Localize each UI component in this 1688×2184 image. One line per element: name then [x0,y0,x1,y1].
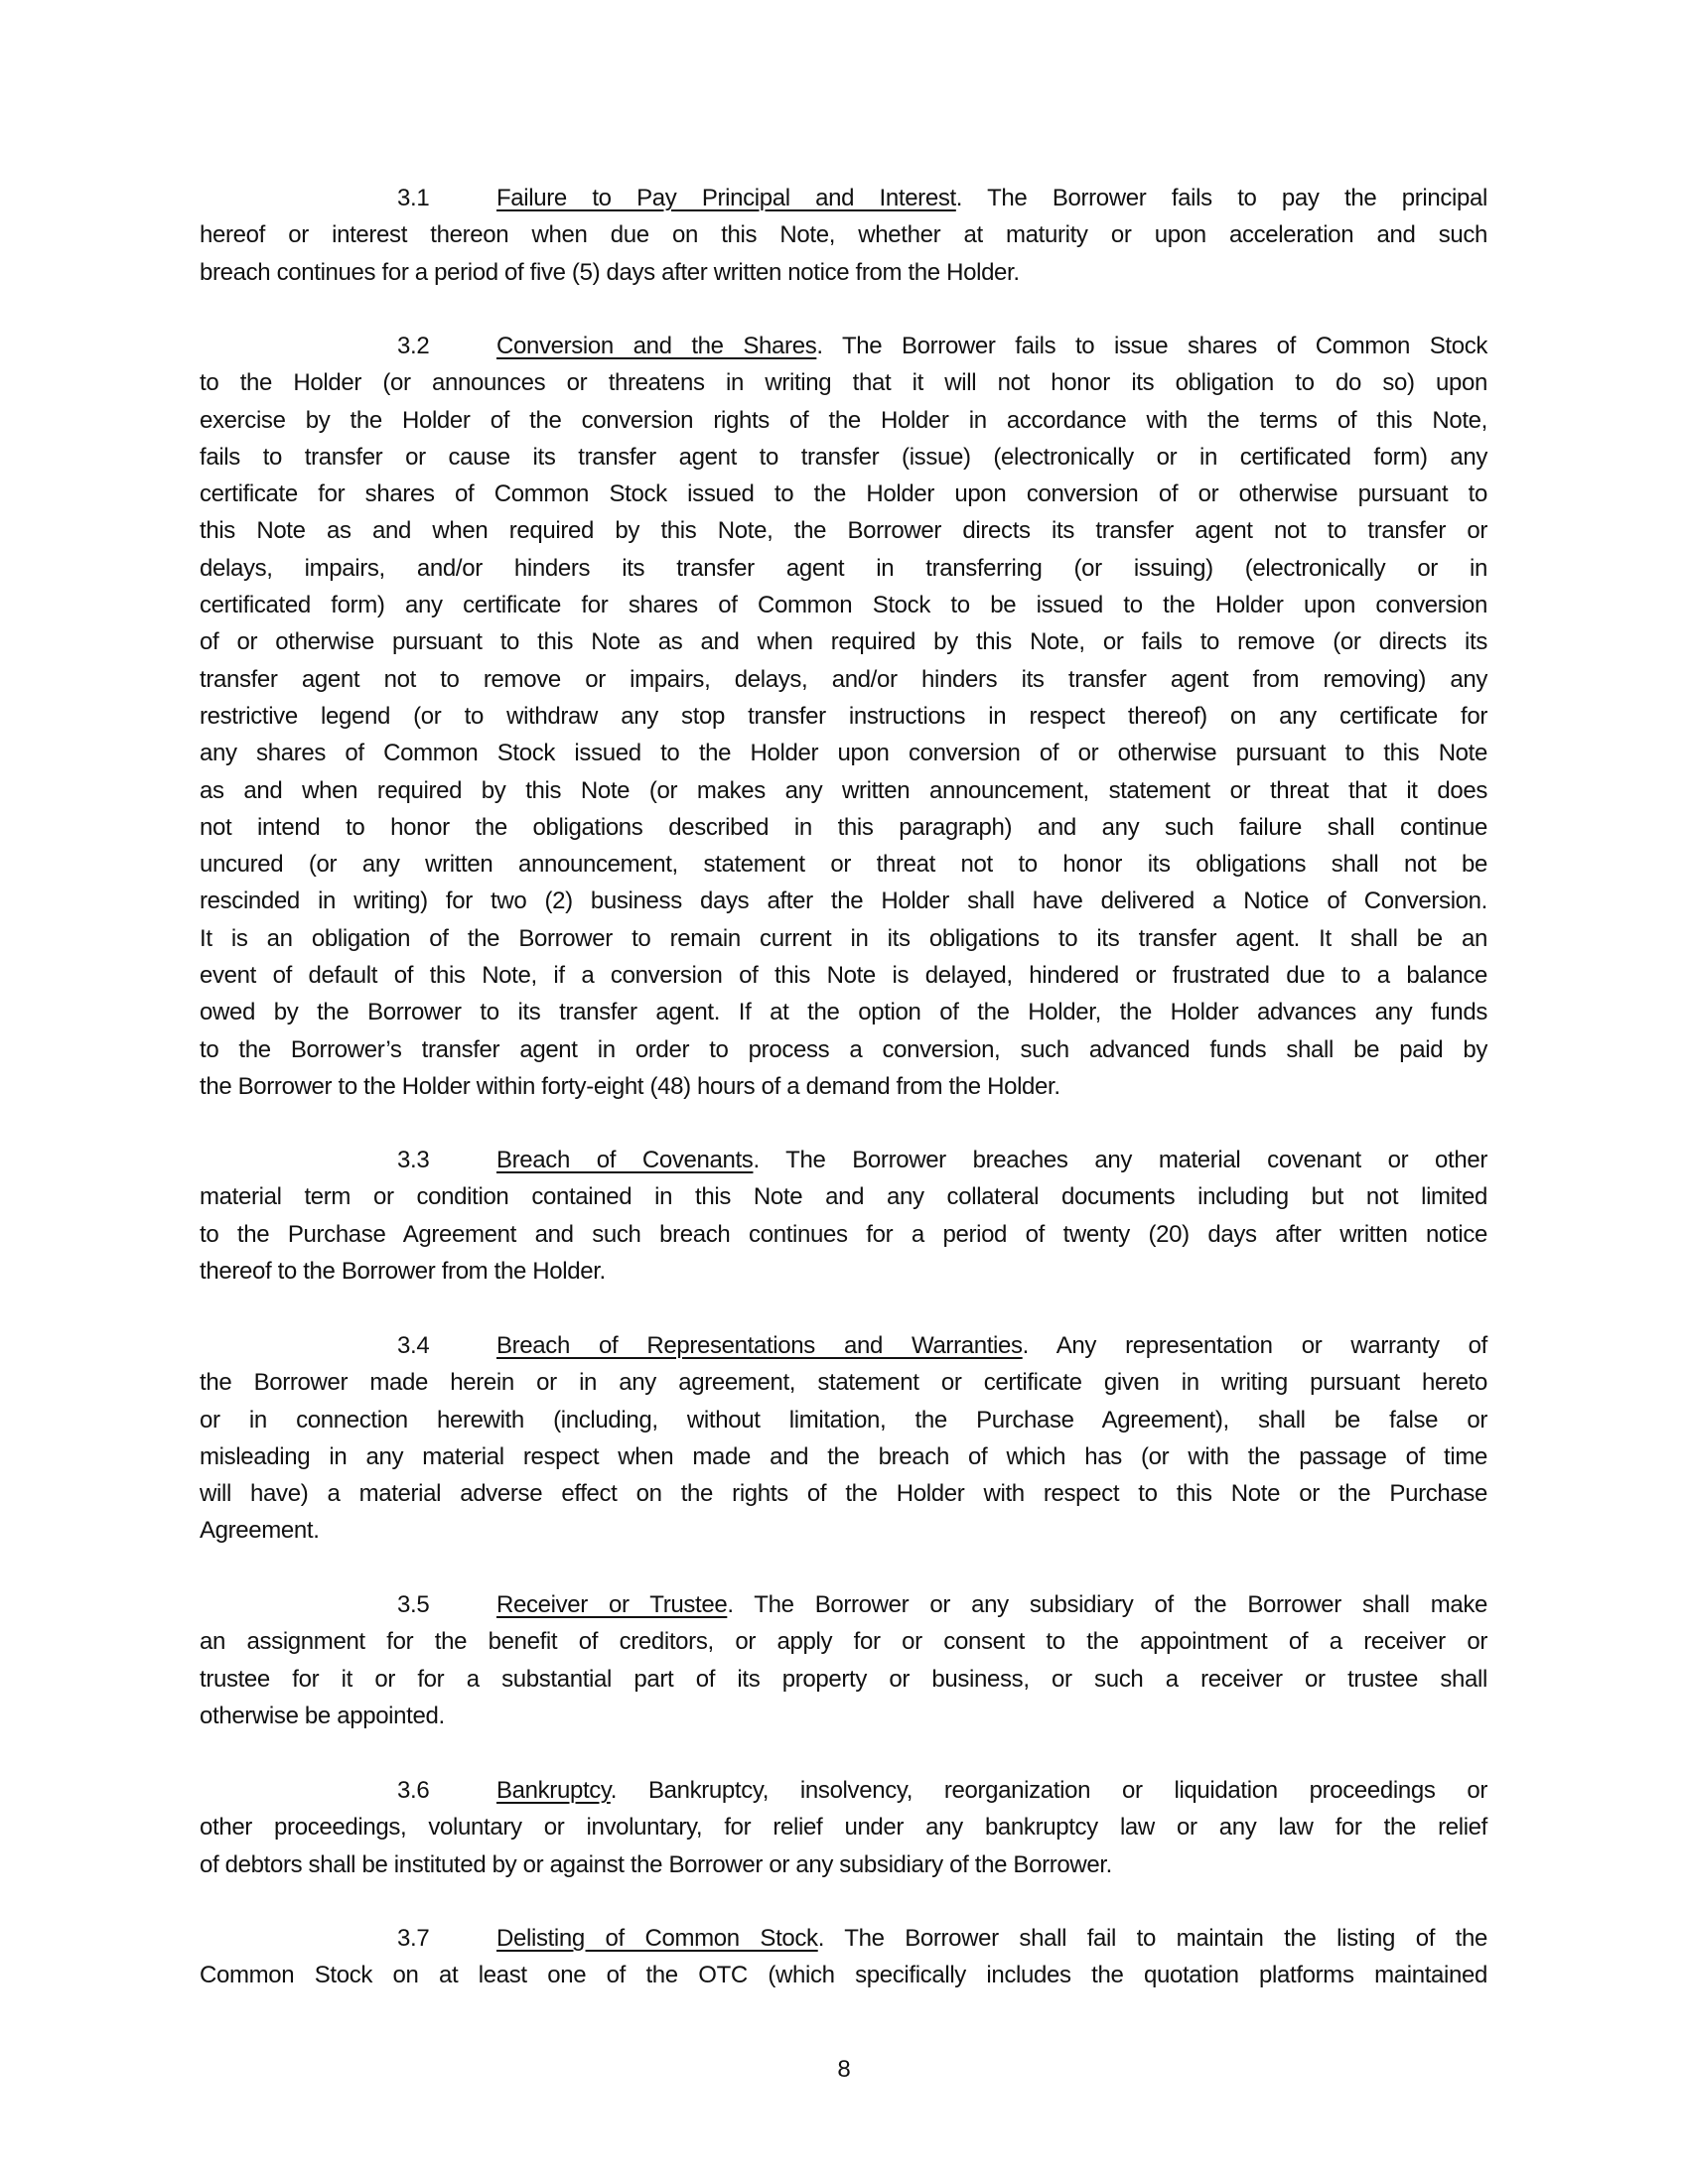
section-first-line [200,1142,1487,1178]
section-lead [496,328,1487,364]
section-3-1 [200,180,1487,291]
text-line: Common Stock on at least one of the OTC (which specifically includes the quotation platforms maintained [200,1962,1487,1989]
text-line: breach continues for a period of five (5) days after written notice from the Holder. [200,258,1020,286]
section-text: . Any representation or warranty of [1022,1332,1488,1359]
section-lead [496,180,1487,216]
text-line: misleading in any material respect when made and the breach of which has (or with the passage of time [200,1442,1487,1470]
text-line: the Borrower to the Holder within forty-eight (48) hours of a demand from the Holder. [200,1072,1060,1100]
text-line: hereof or interest thereon when due on this Note, whether at maturity or upon acceleration and such [200,221,1487,249]
text-line: restrictive legend (or to withdraw any stop transfer instructions in respect thereof) on any certificate for [200,702,1487,730]
text-line: owed by the Borrower to its transfer agent. If at the option of the Holder, the Holder advances any funds [200,999,1487,1026]
section-text: . The Borrower fails to issue shares of Common Stock [816,333,1487,359]
text-line: Agreement. [200,1517,320,1545]
text-line: It is an obligation of the Borrower to remain current in its obligations to its transfer agent. It shall be an [200,924,1487,952]
section-heading: Breach of Representations and Warranties [496,1332,1023,1359]
text-line: exercise by the Holder of the conversion rights of the Holder in accordance with the terms of this Note, [200,406,1487,434]
text-line: material term or condition contained in this Note and any collateral documents including but not limited [200,1183,1487,1211]
text-line: any shares of Common Stock issued to the Holder upon conversion of or otherwise pursuant to this Note [200,740,1487,767]
section-3-4 [200,1327,1487,1550]
text-line: or in connection herewith (including, without limitation, the Purchase Agreement), shall be false or [200,1406,1487,1433]
section-3-6 [200,1772,1487,1883]
text-line: other proceedings, voluntary or involuntary, for relief under any bankruptcy law or any law for the relief [200,1814,1487,1842]
section-heading: Conversion and the Shares [496,333,817,359]
section-lead [496,1142,1487,1178]
section-first-line [200,1920,1487,1957]
section-heading: Breach of Covenants [496,1147,754,1173]
text-line: delays, impairs, and/or hinders its transfer agent in transferring (or issuing) (electronically or in [200,554,1487,582]
text-line: fails to transfer or cause its transfer agent to transfer (issue) (electronically or in certificated form) any [200,443,1487,471]
section-heading: Failure to Pay Principal and Interest [496,185,956,211]
text-line: as and when required by this Note (or makes any written announcement, statement or threat that it does [200,776,1487,804]
text-line: certificate for shares of Common Stock issued to the Holder upon conversion of or otherwise pursuant to [200,480,1487,508]
text-line: trustee for it or for a substantial part of its property or business, or such a receiver or trustee shall [200,1665,1487,1693]
text-line: the Borrower made herein or in any agreement, statement or certificate given in writing pursuant hereto [200,1369,1487,1397]
section-number: 3.6 [397,1777,430,1804]
section-lead [496,1772,1487,1809]
section-lead [496,1920,1487,1957]
section-text: . The Borrower shall fail to maintain the listing of the [817,1925,1487,1952]
section-number: 3.7 [397,1925,430,1952]
text-line: this Note as and when required by this Note, the Borrower directs its transfer agent not to transfer or [200,517,1487,545]
section-first-line [200,1586,1487,1623]
section-number: 3.2 [397,333,430,359]
section-text: . The Borrower fails to pay the principal [955,185,1487,211]
section-first-line [200,180,1487,216]
section-heading: Receiver or Trustee [496,1591,728,1618]
section-heading: Delisting of Common Stock [496,1925,818,1952]
section-first-line [200,328,1487,364]
text-line: event of default of this Note, if a conversion of this Note is delayed, hindered or frustrated due to a balance [200,962,1487,990]
text-line: not intend to honor the obligations described in this paragraph) and any such failure shall continue [200,813,1487,841]
text-line: to the Holder (or announces or threatens in writing that it will not honor its obligation to do so) upon [200,369,1487,397]
section-number: 3.3 [397,1147,430,1173]
text-line: of debtors shall be instituted by or against the Borrower or any subsidiary of the Borrower. [200,1850,1112,1878]
section-text: . The Borrower or any subsidiary of the Borrower shall make [727,1591,1487,1618]
section-text: . Bankruptcy, insolvency, reorganization or liquidation proceedings or [610,1777,1487,1804]
section-lead [496,1327,1487,1364]
section-number: 3.4 [397,1332,430,1359]
text-line: certificated form) any certificate for shares of Common Stock to be issued to the Holder upon conversion [200,592,1487,619]
section-text: . The Borrower breaches any material covenant or other [753,1147,1487,1173]
section-3-7 [200,1920,1487,1994]
section-3-3 [200,1142,1487,1290]
text-line: to the Purchase Agreement and such breach continues for a period of twenty (20) days after written notice [200,1220,1487,1248]
text-line: an assignment for the benefit of creditors, or apply for or consent to the appointment of a receiver or [200,1628,1487,1656]
section-first-line [200,1772,1487,1809]
text-line: transfer agent not to remove or impairs, delays, and/or hinders its transfer agent from removing) any [200,665,1487,693]
text-line: to the Borrower’s transfer agent in order to process a conversion, such advanced funds shall be paid by [200,1035,1487,1063]
text-line: uncured (or any written announcement, statement or threat not to honor its obligations shall not be [200,851,1487,879]
section-3-2 [200,328,1487,1105]
text-line: otherwise be appointed. [200,1702,445,1729]
section-heading: Bankruptcy [496,1777,611,1804]
section-number: 3.1 [397,185,430,211]
text-line: rescinded in writing) for two (2) business days after the Holder shall have delivered a Notice of Conversion. [200,887,1487,915]
section-3-5 [200,1586,1487,1734]
text-line: of or otherwise pursuant to this Note as and when required by this Note, or fails to remove (or directs its [200,628,1487,656]
page-number: 8 [837,2056,851,2083]
section-lead [496,1586,1487,1623]
text-line: thereof to the Borrower from the Holder. [200,1257,606,1285]
section-number: 3.5 [397,1591,430,1618]
section-first-line [200,1327,1487,1364]
text-line: will have) a material adverse effect on the rights of the Holder with respect to this Note or the Purchase [200,1480,1487,1508]
